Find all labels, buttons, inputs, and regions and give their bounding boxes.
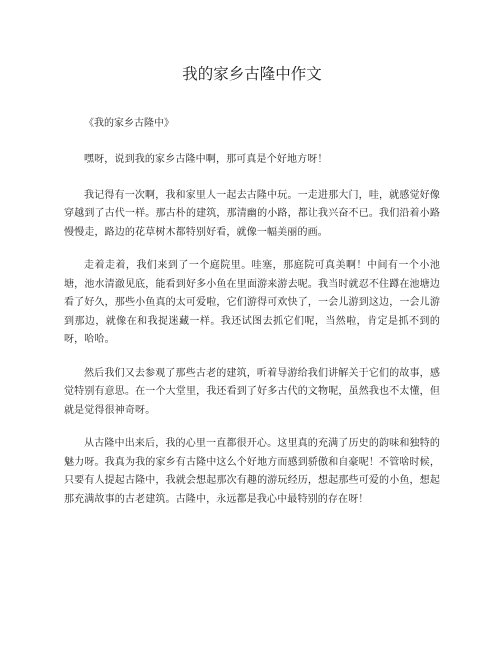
document-subtitle: 《我的家乡古隆中》 — [84, 118, 174, 129]
document-title: 我的家乡古隆中作文 — [182, 65, 322, 83]
paragraph-3: 走着走着，我们来到了一个庭院里。哇塞，那庭院可真美啊！中间有一个小池塘，池水清澈见底，能看到好多小鱼在里面游来游去呢。我当时就忍不住蹲在池塘边看了好久，那些小鱼真的太可爱啦，它们游得可欢快了，一会儿游到这边，一会儿游到那边，就像在和我捉迷藏一样。我还试图去抓它们呢，当然啦，肯定是抓不到的呀，哈哈。 — [64, 260, 440, 345]
paragraph-5: 从古隆中出来后，我的心里一直都很开心。这里真的充满了历史的韵味和独特的魅力呀。我真为我的家乡有古隆中这么个好地方而感到骄傲和自豪呢！不管啥时候，只要有人提起古隆中，我就会想起那次有趣的游玩经历，想起那些可爱的小鱼，想起那充满故事的古老建筑。古隆中，永远都是我心中最特别的存在呀！ — [64, 438, 440, 505]
paragraph-2: 我记得有一次啊，我和家里人一起去古隆中玩。一走进那大门，哇，就感觉好像穿越到了古代一样。那古朴的建筑，那清幽的小路，都让我兴奋不已。我们沿着小路慢慢走，路边的花草树木都特别好看，就像一幅美丽的画。 — [64, 189, 440, 238]
paragraph-4: 然后我们又去参观了那些古老的建筑，听着导游给我们讲解关于它们的故事，感觉特别有意思。在一个大堂里，我还看到了好多古代的文物呢，虽然我也不太懂，但就是觉得很神奇呀。 — [64, 367, 440, 416]
paragraph-1: 嘿呀，说到我的家乡古隆中啊，那可真是个好地方呀！ — [84, 154, 328, 165]
